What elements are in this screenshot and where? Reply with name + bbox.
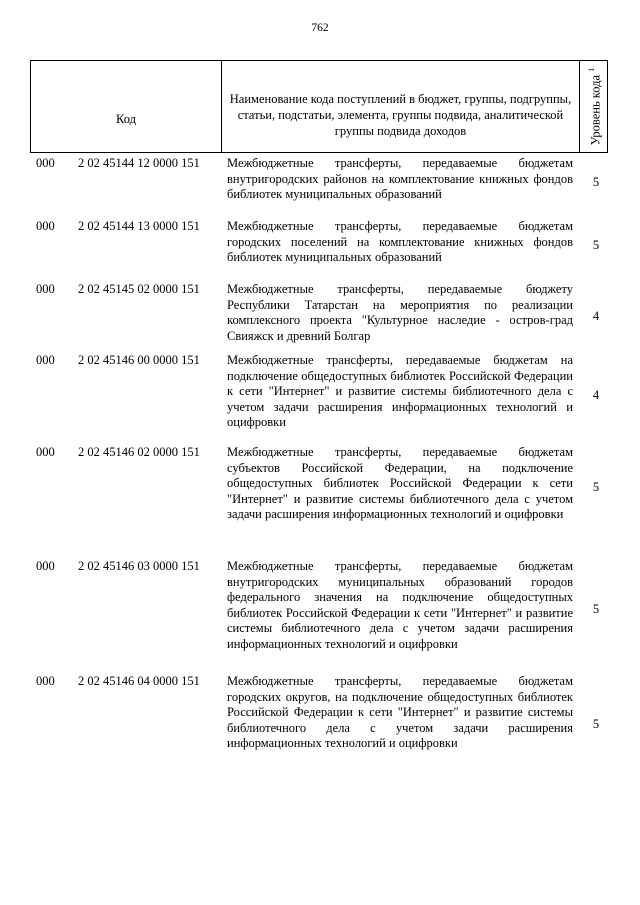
table-header (30, 60, 608, 153)
row-code: 2 02 45146 04 0000 151 (78, 674, 200, 688)
header-code (31, 61, 222, 152)
row-code: 2 02 45144 12 0000 151 (78, 156, 200, 170)
row-group: 000 (36, 156, 55, 170)
row-group: 000 (36, 219, 55, 233)
row-level: 4 (592, 388, 600, 402)
row-code: 2 02 45146 02 0000 151 (78, 445, 200, 459)
row-name: Межбюджетные трансферты, передаваемые бюджетам внутригородских районов на комплектование книжных фондов библиотек муниципальных образований (227, 156, 573, 202)
row-name: Межбюджетные трансферты, передаваемые бюджетам субъектов Российской Федерации, на подключение общедоступных библиотек Российской Федерации к сети "Интернет" и развитие системы библиотечного дела с учетом задачи расширения информационных технологий и оцифровки (227, 445, 573, 522)
row-code: 2 02 45145 02 0000 151 (78, 282, 200, 296)
row-name: Межбюджетные трансферты, передаваемые бюджету Республики Татарстан на мероприятия по реализации комплексного проекта "Культурное наследие - остров-град Свияжск и древний Болгар (227, 282, 573, 343)
row-code: 2 02 45146 00 0000 151 (78, 353, 200, 367)
row-level: 5 (592, 717, 600, 731)
page-number: 762 (311, 22, 329, 34)
row-level: 5 (592, 602, 600, 616)
row-level: 5 (592, 175, 600, 189)
header-level (580, 61, 607, 152)
row-group: 000 (36, 445, 55, 459)
row-level: 5 (592, 480, 600, 494)
row-code: 2 02 45146 03 0000 151 (78, 559, 200, 573)
header-name-label: Наименование кода поступлений в бюджет, группы, подгруппы, статьи, подстатьи, элемента, группы подвида, аналитической группы подвида доходов (229, 91, 572, 138)
row-group: 000 (36, 674, 55, 688)
row-code: 2 02 45144 13 0000 151 (78, 219, 200, 233)
header-name (222, 61, 580, 152)
header-level-sup: 1 (586, 67, 596, 72)
row-level: 4 (592, 309, 600, 323)
row-group: 000 (36, 282, 55, 296)
row-name: Межбюджетные трансферты, передаваемые бюджетам городских округов, на подключение общедоступных библиотек Российской Федерации к сети "Интернет" и развитие системы библиотечного дела с учетом задачи расширения информационных технологий и оцифровки (227, 674, 573, 751)
header-level-label (584, 68, 603, 146)
row-level: 5 (592, 238, 600, 252)
header-level-text: Уровень кода (588, 74, 603, 146)
header-code-label: Код (116, 111, 136, 126)
row-group: 000 (36, 353, 55, 367)
row-group: 000 (36, 559, 55, 573)
row-name: Межбюджетные трансферты, передаваемые бюджетам внутригородских муниципальных образований городов федерального значения на подключение общедоступных библиотек Российской Федерации к сети "Интернет" и развитие системы библиотечного дела с учетом задачи расширения информационных технологий и оцифровки (227, 559, 573, 651)
row-name: Межбюджетные трансферты, передаваемые бюджетам городских поселений на комплектование книжных фондов библиотек муниципальных образований (227, 219, 573, 265)
row-name: Межбюджетные трансферты, передаваемые бюджетам на подключение общедоступных библиотек Российской Федерации к сети "Интернет" и развитие системы библиотечного дела с учетом задачи расширения информационных технологий и оцифровки (227, 353, 573, 430)
